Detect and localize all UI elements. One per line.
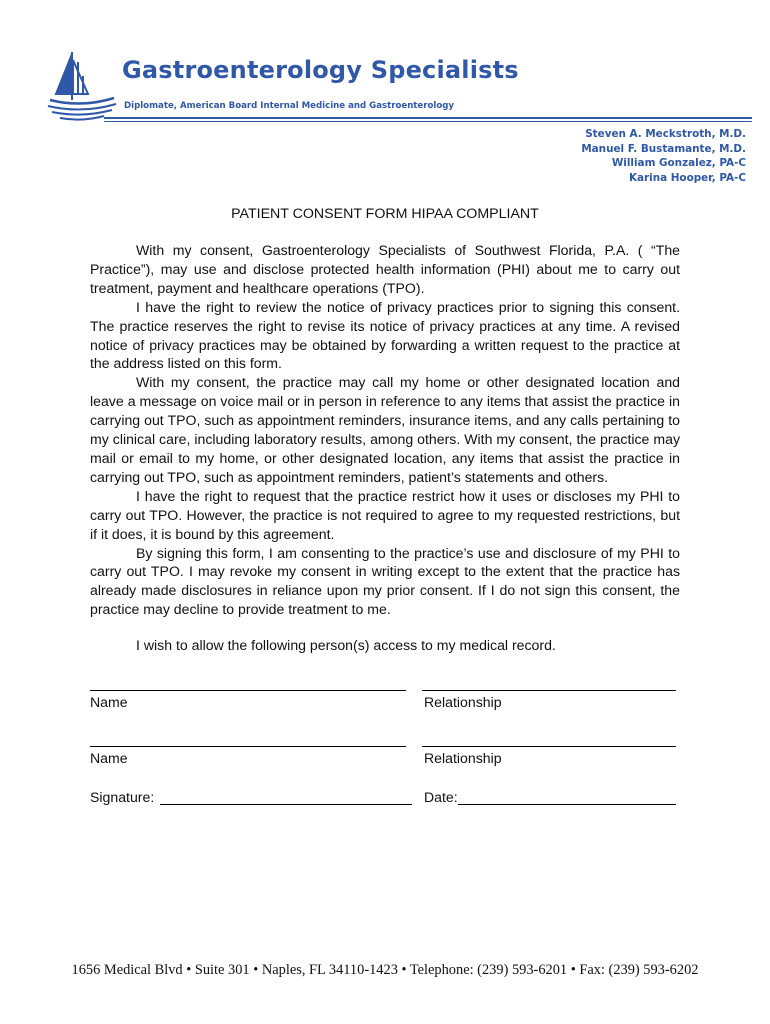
signature-field[interactable]	[160, 804, 412, 805]
consent-paragraph: I have the right to review the notice of privacy practices prior to signing this consent. The practice reserves the right to revise its notice of privacy practices at any time. A revised notice of privacy practices may be obtained by forwarding a written request to the practice at the address listed on this form.	[90, 298, 680, 372]
relationship-label: Relationship	[424, 694, 502, 710]
physician-name: Karina Hooper, PA-C	[628, 172, 746, 185]
consent-body	[90, 241, 680, 619]
access-statement: I wish to allow the following person(s) access to my medical record.	[136, 637, 556, 653]
header-divider-thin	[104, 121, 752, 122]
consent-paragraph: With my consent, Gastroenterology Specialists of Southwest Florida, P.A. ( “The Practice”), may use and disclose protected health information (PHI) about me to carry out treatment, payment and healthcare operations (TPO).	[90, 242, 680, 296]
header-divider	[104, 117, 752, 119]
date-label: Date:	[424, 789, 458, 805]
relationship-field-1[interactable]	[422, 690, 676, 691]
signature-label: Signature:	[90, 789, 155, 805]
physician-name: Manuel F. Bustamante, M.D.	[581, 142, 746, 155]
name-label: Name	[90, 750, 128, 766]
relationship-field-2[interactable]	[422, 746, 676, 747]
physician-list	[581, 127, 746, 186]
name-field-2[interactable]	[90, 746, 406, 747]
consent-paragraph: With my consent, the practice may call my home or other designated location and leave a message on voice mail or in person in reference to any items that assist the practice in carrying out TPO, such as appointment reminders, insurance items, and any calls pertaining to my clinical care, including laboratory results, among others. With my consent, the practice may mail or email to my home, or other designated location, any items that assist the practice in carrying out TPO, such as appointment reminders, patient’s statements and others.	[90, 374, 680, 485]
consent-paragraph: By signing this form, I am consenting to the practice’s use and disclosure of my PHI to carry out TPO. I may revoke my consent in writing except to the extent that the practice has already made disclosures in reliance upon my prior consent. If I do not sign this consent, the practice may decline to provide treatment to me.	[90, 544, 680, 618]
practice-name: Gastroenterology Specialists	[122, 56, 519, 84]
sailboat-logo	[42, 42, 122, 122]
physician-name: Steven A. Meckstroth, M.D.	[585, 128, 746, 140]
name-label: Name	[90, 694, 128, 710]
practice-subtitle: Diplomate, American Board Internal Medicine and Gastroenterology	[124, 101, 454, 111]
consent-paragraph: I have the right to request that the practice restrict how it uses or discloses my PHI to carry out TPO. However, the practice is not required to agree to my requested restrictions, but if it does, it is bound by this agreement.	[90, 487, 680, 542]
form-title: PATIENT CONSENT FORM HIPAA COMPLIANT	[231, 206, 539, 222]
physician-name: William Gonzalez, PA-C	[611, 157, 746, 170]
relationship-label: Relationship	[424, 750, 502, 766]
footer-address: 1656 Medical Blvd • Suite 301 • Naples, FL 34110-1423 • Telephone: (239) 593-6201 • Fax: (239) 593-6202	[71, 962, 699, 978]
date-field[interactable]	[458, 804, 676, 805]
name-field-1[interactable]	[90, 690, 406, 691]
